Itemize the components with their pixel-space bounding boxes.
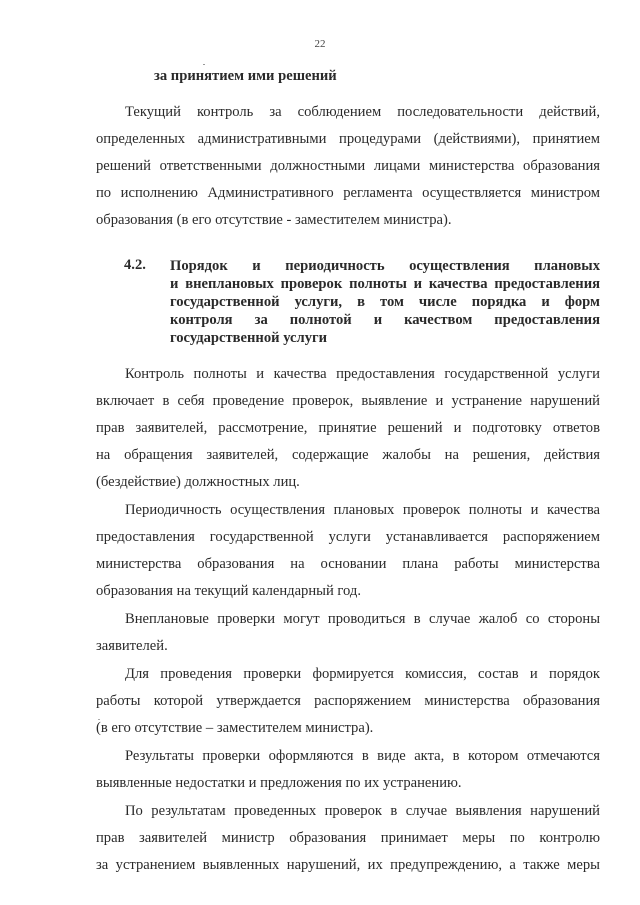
paragraph-line: министерства образования на основании плана работы министерства bbox=[96, 556, 600, 572]
paragraph-line: работы которой утверждается распоряжением министерства образования bbox=[96, 693, 600, 709]
paragraph-line: (в его отсутствие – заместителем министра). bbox=[96, 720, 374, 736]
paragraph-line: решений ответственными должностными лицами министерства образования bbox=[96, 158, 600, 174]
scan-mark bbox=[203, 64, 205, 65]
paragraph-line: Внеплановые проверки могут проводиться в случае жалоб со стороны bbox=[125, 611, 600, 627]
paragraph-line: по исполнению Административного регламента осуществляется министром bbox=[96, 185, 600, 201]
section-heading-line: Порядок и периодичность осуществления плановых bbox=[170, 258, 600, 274]
paragraph-line: прав заявителей министр образования принимает меры по контролю bbox=[96, 830, 600, 846]
paragraph-line: включает в себя проведение проверок, выявление и устранение нарушений bbox=[96, 393, 600, 409]
paragraph-line: Текущий контроль за соблюдением последовательности действий, bbox=[125, 104, 600, 120]
page-number: 22 bbox=[314, 38, 326, 50]
paragraph-line: (бездействие) должностных лиц. bbox=[96, 474, 300, 490]
paragraph-line: Контроль полноты и качества предоставления государственной услуги bbox=[125, 366, 600, 382]
paragraph-line: По результатам проведенных проверок в случае выявления нарушений bbox=[125, 803, 600, 819]
section-heading-line: контроля за полнотой и качеством предоставления bbox=[170, 312, 600, 328]
scan-mark bbox=[98, 719, 100, 720]
paragraph-line: Периодичность осуществления плановых проверок полноты и качества bbox=[125, 502, 600, 518]
section-heading-tail: за принятием ими решений bbox=[154, 68, 337, 84]
section-heading-line: государственной услуги, в том числе порядка и форм bbox=[170, 294, 600, 310]
section-number: 4.2. bbox=[124, 257, 146, 273]
paragraph-line: на обращения заявителей, содержащие жалобы на решения, действия bbox=[96, 447, 600, 463]
paragraph-line: прав заявителей, рассмотрение, принятие решений и подготовку ответов bbox=[96, 420, 600, 436]
paragraph-line: заявителей. bbox=[96, 638, 168, 654]
paragraph-line: определенных административными процедурами (действиями), принятием bbox=[96, 131, 600, 147]
paragraph-line: Для проведения проверки формируется комиссия, состав и порядок bbox=[125, 666, 600, 682]
paragraph-line: за устранением выявленных нарушений, их предупреждению, а также меры bbox=[96, 857, 600, 873]
paragraph-line: выявленные недостатки и предложения по их устранению. bbox=[96, 775, 462, 791]
paragraph-line: предоставления государственной услуги устанавливается распоряжением bbox=[96, 529, 600, 545]
paragraph-line: образования на текущий календарный год. bbox=[96, 583, 361, 599]
section-heading-line: государственной услуги bbox=[170, 330, 328, 346]
paragraph-line: Результаты проверки оформляются в виде акта, в котором отмечаются bbox=[125, 748, 600, 764]
paragraph-line: образования (в его отсутствие - заместителем министра). bbox=[96, 212, 452, 228]
section-heading-line: и внеплановых проверок полноты и качества предоставления bbox=[170, 276, 600, 292]
